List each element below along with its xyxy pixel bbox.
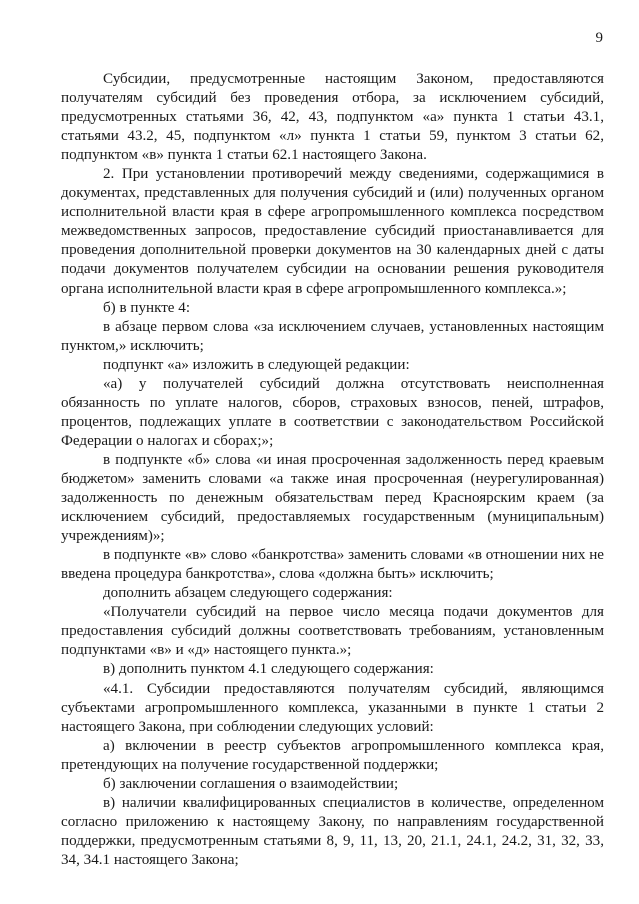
paragraph-subsidies-without-selection: Субсидии, предусмотренные настоящим Законом, предоставляются получателям субсидий без проведения отбора, за исключением субсидий, предусмотренных статьями 36, 42, 43, подпунктом «а» пункта 1 статьи 43.1, статьями 43.2, 45, подпунктом «л» пункта 1 статьи 59, пунктом 3 статьи 62, подпунктом «в» пункта 1 статьи 62.1 настоящего Закона. <box>61 71 604 164</box>
paragraph-item-2-contradictions: 2. При установлении противоречий между сведениями, содержащимися в документах, представленных для получения субсидий и (или) полученных органом исполнительной власти края в сфере агропромышленного комплекса посредством межведомственных запросов, предоставление субсидий приостанавливается для проведения дополнительной проверки документов на 30 календарных дней с даты подачи документов получателем субсидии на основании решения руководителя органа исполнительной власти края в сфере агропромышленного комплекса.»; <box>61 166 604 297</box>
paragraph-subpoint-b-change: в подпункте «б» слова «и иная просроченная задолженность перед краевым бюджетом» заменить словами «а также иная просроченная (неурегулированная) задолженность по денежным обязательствам перед Красноярским краем (за исключением субсидий, предоставляемых государственным (муниципальным) учреждениям)»; <box>61 451 604 545</box>
paragraph-item-b-point-4: б) в пункте 4: <box>103 299 191 316</box>
paragraph-item-v-add-point-4-1: в) дополнить пунктом 4.1 следующего содержания: <box>103 661 434 678</box>
paragraph-first-abzac-words: в абзаце первом слова «за исключением случаев, установленных настоящим пунктом,» исключить; <box>61 318 604 354</box>
document-body <box>61 70 604 870</box>
paragraph-condition-a: а) включении в реестр субъектов агропромышленного комплекса края, претендующих на получение государственной поддержки; <box>61 737 604 773</box>
page-number: 9 <box>595 30 603 46</box>
paragraph-recipients-requirements: «Получатели субсидий на первое число месяца подачи документов для предоставления субсидий должны соответствовать требованиям, установленным подпунктами «в» и «д» настоящего пункта.»; <box>61 604 604 659</box>
paragraph-add-abzac-intro: дополнить абзацем следующего содержания: <box>103 585 393 602</box>
paragraph-subpoint-a-text: «а) у получателей субсидий должна отсутствовать неисполненная обязанность по уплате налогов, сборов, страховых взносов, пеней, штрафов, процентов, подлежащих уплате в соответствии с законодательством Российской Федерации о налогах и сборах;»; <box>61 375 604 449</box>
paragraph-point-4-1-text: «4.1. Субсидии предоставляются получателям субсидий, являющимся субъектами агропромышленного комплекса, указанными в пункте 1 статьи 2 настоящего Закона, при соблюдении следующих условий: <box>61 680 604 735</box>
paragraph-subpoint-v-change: в подпункте «в» слово «банкротства» заменить словами «в отношении них не введена процедура банкротства», слова «должна быть» исключить; <box>61 547 604 583</box>
paragraph-subpoint-a-intro: подпункт «а» изложить в следующей редакции: <box>103 356 410 373</box>
paragraph-condition-v: в) наличии квалифицированных специалистов в количестве, определенном согласно приложению к настоящему Закону, по направлениям государственной поддержки, предусмотренным статьями 8, 9, 11, 13, 20, 21.1, 24.1, 24.2, 31, 32, 33, 34, 34.1 настоящего Закона; <box>61 794 604 868</box>
paragraph-condition-b: б) заключении соглашения о взаимодействии; <box>103 775 399 792</box>
